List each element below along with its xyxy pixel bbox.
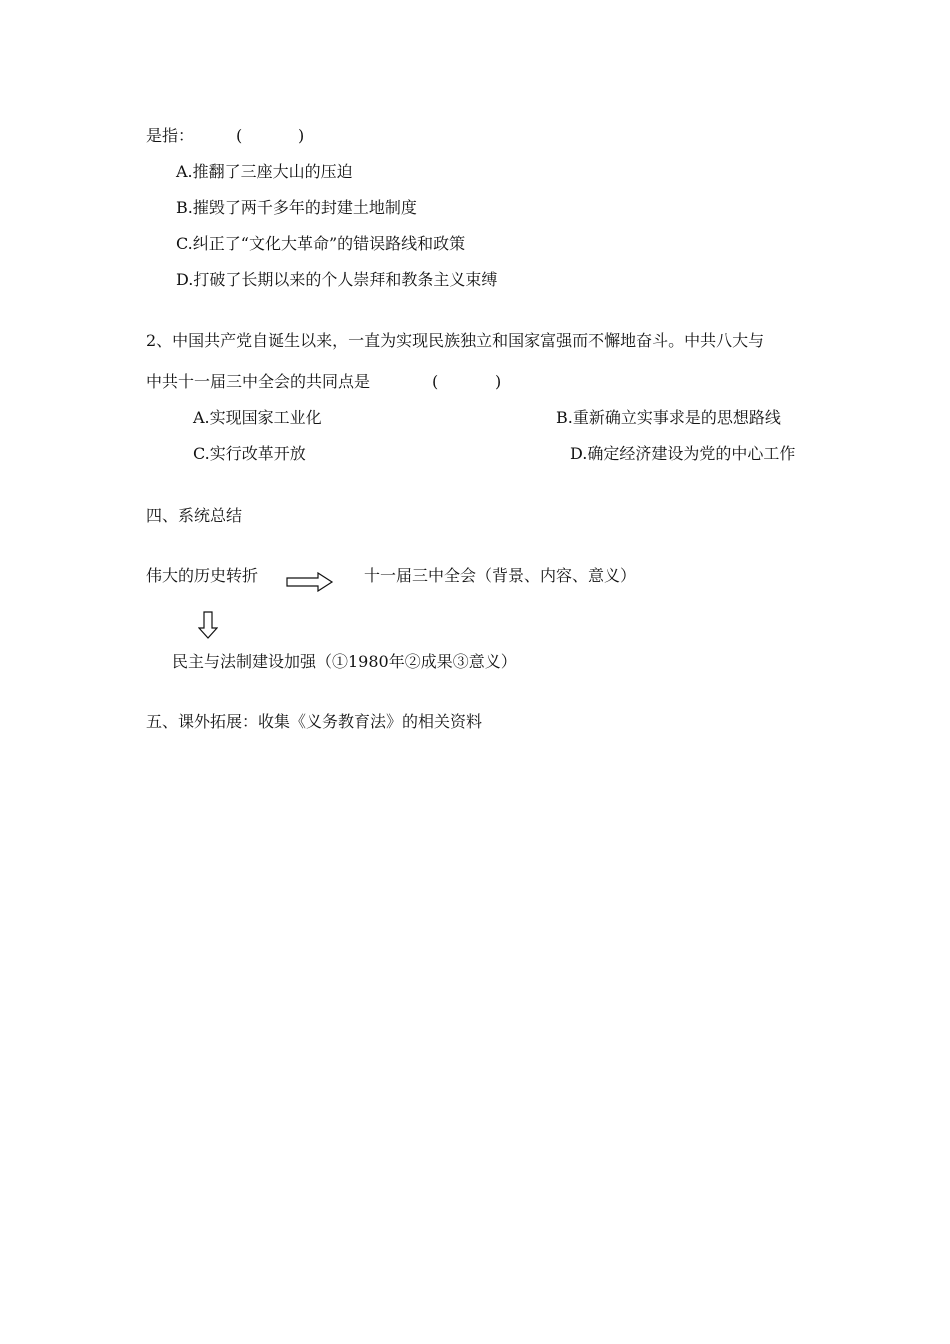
q2-option-b: B.重新确立实事求是的思想路线 xyxy=(556,408,781,427)
q1-option-d: D.打破了长期以来的个人崇拜和教条主义束缚 xyxy=(176,270,498,289)
summary-bottom-node: 民主与法制建设加强（①1980年②成果③意义） xyxy=(172,652,517,671)
q2-stem-line1: 2、中国共产党自诞生以来，一直为实现民族独立和国家富强而不懈地奋斗。中共八大与 xyxy=(146,331,765,350)
q2-paren-open: ( xyxy=(432,372,439,391)
q2-option-c: C.实行改革开放 xyxy=(193,444,306,463)
q2-option-d: D.确定经济建设为党的中心工作 xyxy=(570,444,796,463)
q1-option-a: A.推翻了三座大山的压迫 xyxy=(176,162,353,181)
down-arrow-icon xyxy=(198,611,218,639)
summary-left-node: 伟大的历史转折 xyxy=(146,566,259,585)
q2-paren-close: ) xyxy=(495,372,502,391)
q1-option-b: B.摧毁了两千多年的封建土地制度 xyxy=(176,198,417,217)
section5-heading: 五、课外拓展：收集《义务教育法》的相关资料 xyxy=(146,712,483,731)
q2-option-a: A.实现国家工业化 xyxy=(193,408,322,427)
q1-paren-close: ) xyxy=(298,126,305,145)
q2-stem-line2: 中共十一届三中全会的共同点是 xyxy=(146,372,371,391)
section4-heading: 四、系统总结 xyxy=(146,506,243,525)
summary-right-node: 十一届三中全会（背景、内容、意义） xyxy=(364,566,637,585)
right-arrow-icon xyxy=(286,572,334,592)
q1-paren-open: ( xyxy=(236,126,243,145)
q1-option-c: C.纠正了“文化大革命”的错误路线和政策 xyxy=(176,234,466,253)
q1-stem-tail: 是指： xyxy=(146,126,195,145)
